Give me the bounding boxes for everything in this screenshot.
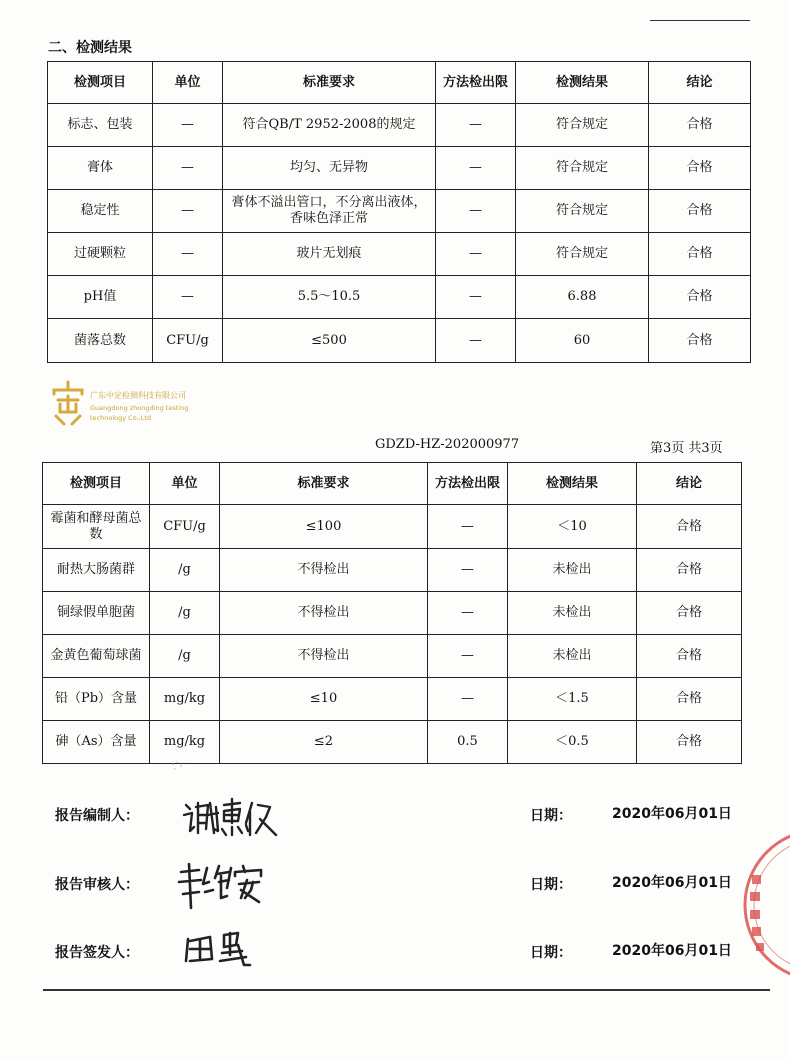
- table-row: [43, 678, 742, 721]
- header-result: 检测结果: [508, 463, 637, 505]
- compiler-date: 2020年06月01日: [612, 806, 732, 822]
- cell-item: 铜绿假单胞菌: [43, 592, 150, 635]
- cell-item: 铅（Pb）含量: [43, 678, 150, 721]
- cell-standard: 5.5～10.5: [223, 276, 436, 319]
- cell-limit: —: [428, 505, 508, 549]
- issuer-date-label: 日期：: [530, 945, 572, 961]
- table-row: [48, 190, 751, 233]
- cell-conclusion: 合格: [637, 505, 742, 549]
- cell-limit: —: [436, 233, 516, 276]
- cell-standard: ≤100: [220, 505, 428, 549]
- cell-unit: /g: [150, 592, 220, 635]
- cell-unit: —: [153, 276, 223, 319]
- table-row: [43, 549, 742, 592]
- cell-standard: ≤2: [220, 721, 428, 764]
- cell-unit: CFU/g: [150, 505, 220, 549]
- reviewer-signature: [175, 858, 275, 918]
- cell-limit: —: [428, 635, 508, 678]
- results-table-2: [42, 462, 742, 764]
- cell-item: 耐热大肠菌群: [43, 549, 150, 592]
- table-row: [43, 505, 742, 549]
- cell-item: 膏体: [48, 147, 153, 190]
- header-standard: 标准要求: [223, 62, 436, 104]
- cell-item: pH值: [48, 276, 153, 319]
- table-row: [43, 635, 742, 678]
- cell-item: 砷（As）含量: [43, 721, 150, 764]
- cell-result: 60: [516, 319, 649, 363]
- cell-conclusion: 合格: [649, 147, 751, 190]
- table-header-row: [48, 62, 751, 104]
- cell-item: 霉菌和酵母菌总数: [43, 505, 150, 549]
- logo-name-en-2: technology Co.,Ltd: [90, 414, 151, 422]
- table-row: [48, 147, 751, 190]
- cell-item: 菌落总数: [48, 319, 153, 363]
- reviewer-date: 2020年06月01日: [612, 875, 732, 891]
- issuer-date: 2020年06月01日: [612, 943, 732, 959]
- cell-conclusion: 合格: [649, 276, 751, 319]
- cell-conclusion: 合格: [637, 592, 742, 635]
- cell-result: 未检出: [508, 549, 637, 592]
- cell-limit: —: [436, 190, 516, 233]
- header-item: 检测项目: [43, 463, 150, 505]
- cell-result: 符合规定: [516, 233, 649, 276]
- header-conclusion: 结论: [637, 463, 742, 505]
- table-row: [43, 592, 742, 635]
- table-row: [43, 721, 742, 764]
- section-title: 二、检测结果: [48, 40, 132, 56]
- issuer-signature: [180, 925, 280, 975]
- cell-item: 过硬颗粒: [48, 233, 153, 276]
- cell-limit: —: [428, 549, 508, 592]
- cell-standard: 不得检出: [220, 635, 428, 678]
- cell-standard: 玻片无划痕: [223, 233, 436, 276]
- cell-unit: CFU/g: [153, 319, 223, 363]
- header-limit: 方法检出限: [428, 463, 508, 505]
- header-unit: 单位: [153, 62, 223, 104]
- header-limit: 方法检出限: [436, 62, 516, 104]
- cell-unit: /g: [150, 635, 220, 678]
- cell-limit: —: [436, 319, 516, 363]
- results-table-1: [47, 61, 751, 363]
- cell-limit: 0.5: [428, 721, 508, 764]
- header-conclusion: 结论: [649, 62, 751, 104]
- cell-conclusion: 合格: [649, 104, 751, 147]
- cell-limit: —: [436, 104, 516, 147]
- cell-unit: /g: [150, 549, 220, 592]
- document-number: GDZD-HZ-202000977: [375, 437, 520, 452]
- cell-result: 符合规定: [516, 190, 649, 233]
- cell-standard: 膏体不溢出管口，不分离出液体，香味色泽正常: [223, 190, 436, 233]
- cell-standard: ≤500: [223, 319, 436, 363]
- cell-limit: —: [428, 592, 508, 635]
- scan-speckle: [170, 760, 190, 774]
- cell-conclusion: 合格: [637, 549, 742, 592]
- compiler-signature: [180, 793, 280, 843]
- reviewer-date-label: 日期：: [530, 877, 572, 893]
- cell-conclusion: 合格: [637, 721, 742, 764]
- cell-item: 稳定性: [48, 190, 153, 233]
- cell-conclusion: 合格: [649, 319, 751, 363]
- cell-unit: —: [153, 190, 223, 233]
- page-indicator: 第3页 共3页: [650, 441, 723, 456]
- header-item: 检测项目: [48, 62, 153, 104]
- cell-item: 金黄色葡萄球菌: [43, 635, 150, 678]
- table-row: [48, 276, 751, 319]
- cell-result: ＜0.5: [508, 721, 637, 764]
- cell-result: 未检出: [508, 635, 637, 678]
- table-row: [48, 104, 751, 147]
- table-row: [48, 319, 751, 363]
- cell-unit: —: [153, 147, 223, 190]
- header-unit: 单位: [150, 463, 220, 505]
- cell-limit: —: [436, 147, 516, 190]
- cell-conclusion: 合格: [649, 190, 751, 233]
- compiler-label: 报告编制人：: [55, 808, 139, 824]
- cell-unit: —: [153, 104, 223, 147]
- issuer-label: 报告签发人：: [55, 945, 139, 961]
- logo-name-cn: 广东中定检测科技有限公司: [90, 391, 186, 400]
- cell-unit: —: [153, 233, 223, 276]
- cell-conclusion: 合格: [637, 678, 742, 721]
- logo-name-en: Guangdong zhongding testing: [90, 404, 189, 412]
- cell-standard: 不得检出: [220, 592, 428, 635]
- cell-limit: —: [428, 678, 508, 721]
- cell-limit: —: [436, 276, 516, 319]
- cell-standard: 不得检出: [220, 549, 428, 592]
- cell-standard: 符合QB/T 2952-2008的规定: [223, 104, 436, 147]
- cell-result: ＜10: [508, 505, 637, 549]
- cell-result: 6.88: [516, 276, 649, 319]
- table-row: [48, 233, 751, 276]
- cell-item: 标志、包装: [48, 104, 153, 147]
- header-result: 检测结果: [516, 62, 649, 104]
- cell-standard: ≤10: [220, 678, 428, 721]
- company-seal-partial: [730, 830, 790, 980]
- top-rule: [650, 20, 750, 21]
- table-header-row: [43, 463, 742, 505]
- cell-result: 符合规定: [516, 104, 649, 147]
- cell-result: 未检出: [508, 592, 637, 635]
- cell-result: 符合规定: [516, 147, 649, 190]
- cell-conclusion: 合格: [637, 635, 742, 678]
- reviewer-label: 报告审核人：: [55, 877, 139, 893]
- header-standard: 标准要求: [220, 463, 428, 505]
- cell-result: ＜1.5: [508, 678, 637, 721]
- cell-unit: mg/kg: [150, 678, 220, 721]
- cell-standard: 均匀、无异物: [223, 147, 436, 190]
- bottom-rule: [43, 989, 770, 991]
- compiler-date-label: 日期：: [530, 808, 572, 824]
- cell-unit: mg/kg: [150, 721, 220, 764]
- cell-conclusion: 合格: [649, 233, 751, 276]
